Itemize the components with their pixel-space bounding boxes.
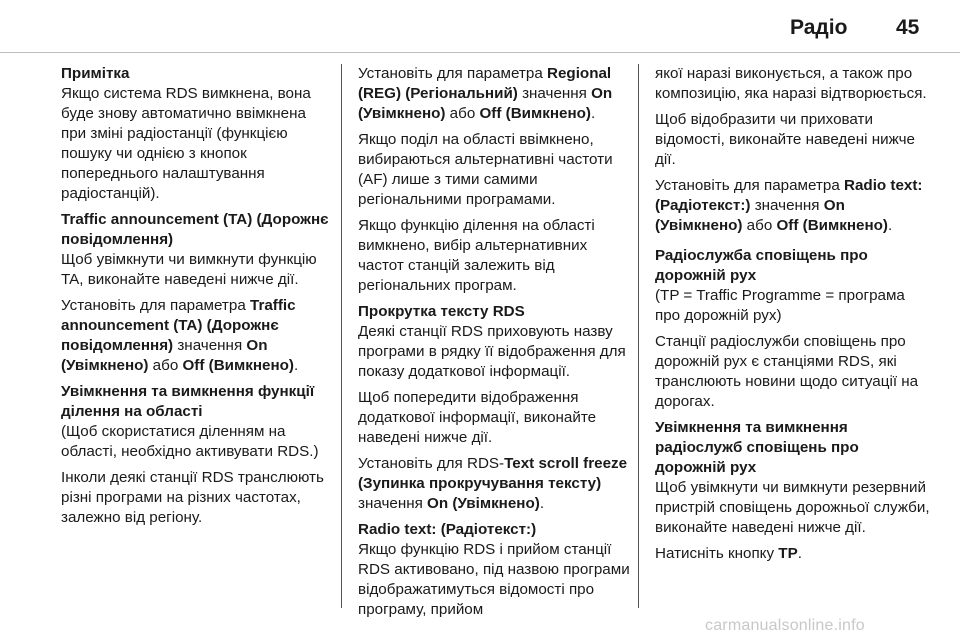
- text-run: значення: [750, 197, 824, 214]
- paragraph: Якщо поділ на області ввімкнено, вибираються альтернативні частоти (AF) лише з тими самими регіональними програмами.: [358, 131, 613, 208]
- text-run: .: [590, 105, 596, 122]
- text-run: або: [742, 217, 777, 234]
- column-divider: [341, 64, 342, 608]
- watermark: carmanualsonline.info: [705, 617, 865, 634]
- note-body: Якщо система RDS вимкнена, вона буде знову автоматично ввімкнена при зміні радіостанції (функцією пошуку чи однією з кнопок попереднього налаштування радіостанцій).: [61, 85, 311, 202]
- text-run: або: [148, 357, 183, 374]
- setting-value-on: On (Увімкнено): [61, 337, 268, 374]
- paragraph: Деякі станції RDS приховують назву програми в рядку її відображення для показу додаткової інформації.: [358, 323, 626, 380]
- setting-value-on: On (Увімкнено): [427, 495, 540, 512]
- paragraph: Якщо функцію ділення на області вимкнено, вибір альтернативних частот станцій залежить від регіональних програм.: [358, 217, 595, 294]
- text-run: значення: [358, 495, 428, 512]
- note-title: Примітка: [61, 65, 130, 82]
- page-number: 45: [896, 16, 920, 39]
- setting-value-off: Off (Вимкнено): [479, 105, 591, 122]
- text-run: .: [539, 495, 545, 512]
- page-header-title: Радіо: [790, 16, 848, 39]
- text-run: .: [797, 545, 802, 562]
- button-name-tp: TP: [778, 545, 798, 562]
- text-run: Установіть для параметра: [61, 297, 251, 314]
- section-heading-text-scroll: Прокрутка тексту RDS: [358, 303, 525, 320]
- text-run: .: [887, 217, 893, 234]
- paragraph: Станції радіослужби сповіщень про дорожній рух є станціями RDS, які транслюють новини щодо ситуації на дорогах.: [655, 333, 919, 410]
- paragraph: [358, 64, 632, 124]
- paragraph: [655, 176, 930, 236]
- paragraph: Якщо функцію RDS і прийом станції RDS активовано, під назвою програми відображатимуться відомості про програму, прийом: [358, 541, 630, 618]
- text-run: значення: [173, 337, 247, 354]
- column-1: [61, 64, 329, 534]
- text-run: Установіть для параметра: [655, 177, 845, 194]
- paragraph: Інколи деякі станції RDS транслюють різні програми на різних частотах, залежно від регіону.: [61, 469, 324, 526]
- paragraph: [655, 544, 930, 564]
- section-heading-regional: Увімкнення та вимкнення функції ділення на області: [61, 383, 315, 420]
- text-run: .: [293, 357, 299, 374]
- paragraph: Щоб відобразити чи приховати відомості, виконайте наведені нижче дії.: [655, 111, 915, 168]
- setting-value-on: On (Увімкнено): [358, 85, 613, 122]
- column-divider: [638, 64, 639, 608]
- section-heading-radio-text: Radio text: (Радіотекст:): [358, 521, 537, 538]
- paragraph: якої наразі виконується, а також про композицію, яка наразі відтворюється.: [655, 65, 927, 102]
- setting-value-off: Off (Вимкнено): [776, 217, 888, 234]
- paragraph: [358, 454, 632, 514]
- setting-value-on: On (Увімкнено): [655, 197, 845, 234]
- section-heading-tp-onoff: Увімкнення та вимкнення радіослужб сповіщень про дорожній рух: [655, 419, 859, 476]
- column-2: [358, 64, 632, 626]
- text-run: значення: [517, 85, 592, 102]
- header-divider: [0, 52, 960, 53]
- paragraph: Щоб попередити відображення додаткової інформації, виконайте наведені нижче дії.: [358, 389, 597, 446]
- setting-value-off: Off (Вимкнено): [182, 357, 294, 374]
- column-3: [655, 64, 930, 570]
- paragraph: Щоб увімкнути чи вимкнути резервний пристрій сповіщень дорожньої служби, виконайте наведені нижче дії.: [655, 479, 930, 536]
- text-run: Установіть для параметра: [358, 65, 548, 82]
- section-heading-traffic-programme: Радіослужба сповіщень про дорожній рух: [655, 247, 868, 284]
- paragraph: (Щоб скористатися діленням на області, необхідно активувати RDS.): [61, 423, 319, 460]
- text-run: Установіть для RDS-: [358, 455, 505, 472]
- setting-name: Text scroll freeze (Зупинка прокручування тексту): [358, 455, 628, 492]
- paragraph: Щоб увімкнути чи вимкнути функцію TA, виконайте наведені нижче дії.: [61, 251, 317, 288]
- section-heading-ta: Traffic announcement (TA) (Дорожнє повідомлення): [61, 211, 329, 248]
- text-run: або: [445, 105, 480, 122]
- note-block: [61, 64, 329, 204]
- setting-name: Traffic announcement (TA) (Дорожнє повідомлення): [61, 297, 296, 354]
- text-run: Натисніть кнопку: [655, 545, 779, 562]
- setting-name: Radio text: (Радіотекст:): [655, 177, 923, 214]
- setting-name: Regional (REG) (Регіональний): [358, 65, 612, 102]
- paragraph: (TP = Traffic Programme = програма про дорожній рух): [655, 287, 905, 324]
- paragraph: [61, 296, 329, 376]
